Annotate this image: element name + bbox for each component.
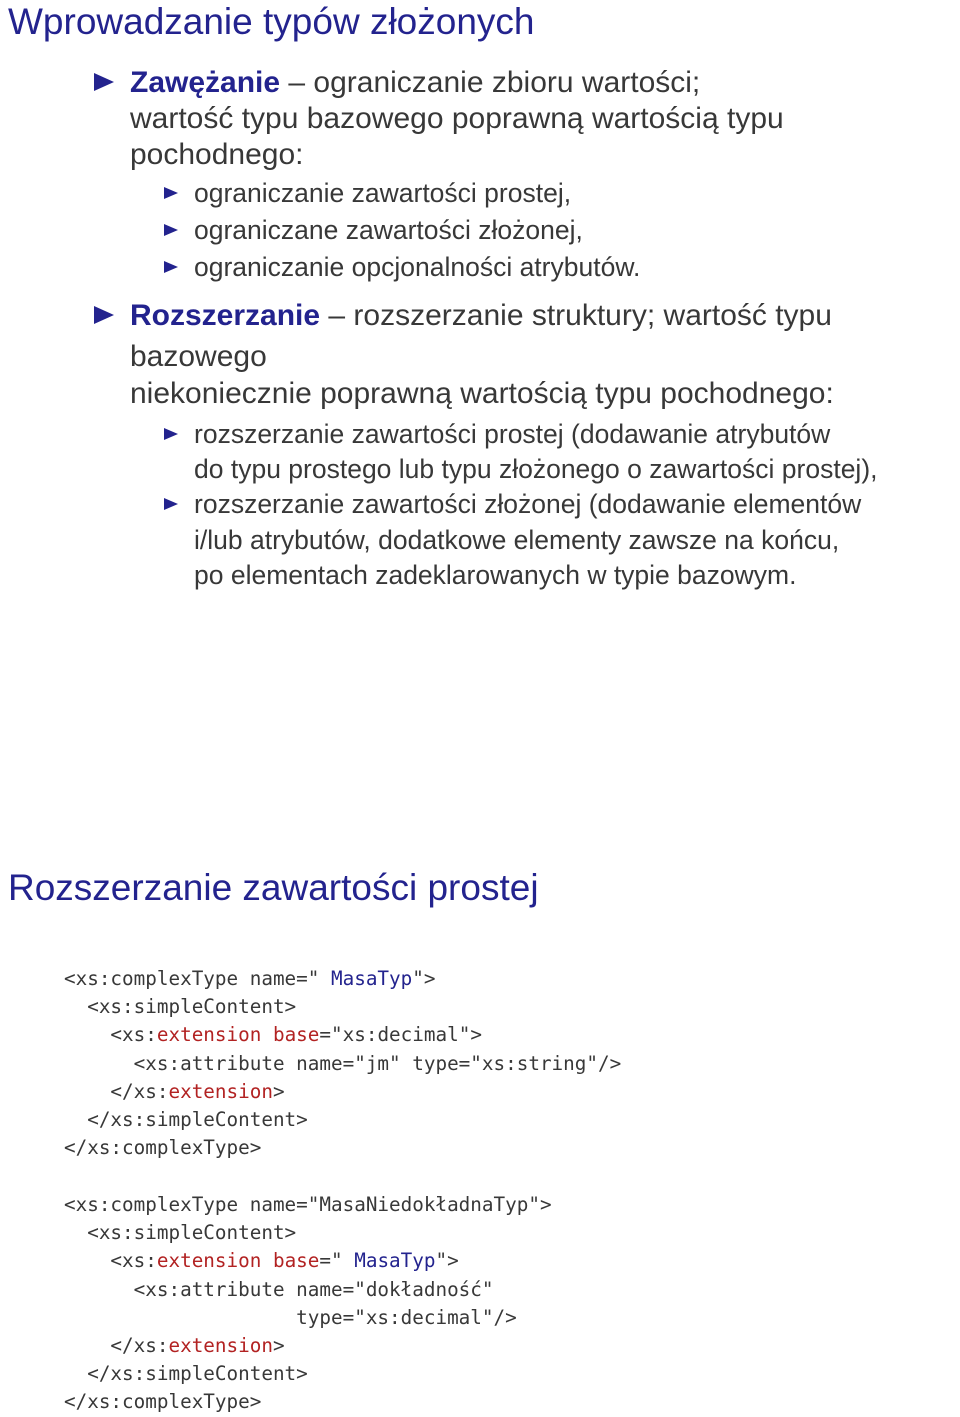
code-text: > — [272, 1079, 285, 1103]
code-line: <xs:simpleContent> — [64, 1221, 297, 1245]
code-line: </xs:complexType> — [64, 1390, 262, 1414]
keyword: base — [272, 1249, 320, 1273]
sub-list-item: ograniczane zawartości złożonej, — [194, 215, 583, 245]
code-line: </xs:complexType> — [64, 1136, 262, 1160]
code-text: "> — [435, 1249, 459, 1273]
code-line: type="xs:decimal"/> — [64, 1305, 517, 1329]
code-text: <xs:complexType name=" — [64, 967, 331, 990]
code-text: </xs: — [64, 1334, 169, 1358]
term-restriction: Zawężanie — [130, 66, 281, 99]
sub-bullet-triangle-icon — [164, 498, 178, 510]
restriction-description: – ograniczanie zbioru wartości; — [280, 66, 701, 99]
sub-list-item-line: rozszerzanie zawartości złożonej (dodawanie elementów — [194, 489, 862, 519]
sub-bullet-triangle-icon — [164, 261, 178, 273]
code-block-masa-niedokladna-typ — [64, 1191, 552, 1417]
sub-list-item: ograniczanie opcjonalności atrybutów. — [194, 252, 641, 282]
restriction-description-line3: pochodnego: — [130, 138, 304, 171]
code-line: <xs:complexType name="MasaNiedokładnaTyp"> — [64, 1193, 552, 1216]
sub-bullet-triangle-icon — [164, 224, 178, 236]
code-line — [64, 1021, 621, 1049]
type-name: MasaTyp — [331, 967, 413, 990]
code-text: > — [272, 1334, 285, 1358]
code-line: <xs:attribute name="dokładność" — [64, 1277, 494, 1301]
restriction-description-line2: wartość typu bazowego poprawną wartością typu — [130, 102, 784, 135]
sub-list-item-line: po elementach zadeklarowanych w typie bazowym. — [194, 560, 797, 590]
type-name: MasaTyp — [354, 1249, 436, 1273]
code-text: <xs: — [64, 1023, 157, 1047]
code-text: </xs: — [64, 1079, 169, 1103]
code-text — [261, 1023, 273, 1046]
code-line — [64, 1332, 552, 1360]
code-line — [64, 965, 621, 993]
sub-bullet-triangle-icon — [164, 428, 178, 440]
code-text: <xs: — [64, 1249, 157, 1273]
extension-description-line3: niekoniecznie poprawną wartością typu pochodnego: — [130, 377, 834, 410]
keyword: extension — [156, 1249, 262, 1273]
slide-simple-content-extension — [0, 700, 960, 1416]
code-block-masa-typ — [64, 965, 621, 1162]
sub-list-item: ograniczanie zawartości prostej, — [194, 178, 572, 208]
sub-bullet-triangle-icon — [164, 187, 178, 199]
code-text — [261, 1249, 273, 1272]
code-line: <xs:attribute name="jm" type="xs:string"/> — [64, 1051, 622, 1075]
slide-title: Rozszerzanie zawartości prostej — [8, 867, 539, 908]
sub-list-item-line: i/lub atrybutów, dodatkowe elementy zawsze na końcu, — [194, 525, 840, 555]
code-line: </xs:simpleContent> — [64, 1108, 308, 1132]
extension-description: – rozszerzanie struktury; wartość typu — [320, 299, 832, 332]
bullet-triangle-icon — [94, 73, 114, 91]
code-line — [64, 1247, 552, 1275]
keyword: extension — [168, 1079, 273, 1103]
slide-complex-types-intro — [0, 0, 960, 700]
sub-list-item-line: do typu prostego lub typu złożonego o zawartości prostej), — [194, 454, 878, 484]
sub-list-item-line: rozszerzanie zawartości prostej (dodawanie atrybutów — [194, 419, 831, 449]
code-text: ="xs:decimal"> — [319, 1023, 482, 1047]
code-line: </xs:simpleContent> — [64, 1362, 308, 1386]
extension-description-line2: bazowego — [130, 340, 267, 373]
code-text: =" — [319, 1249, 355, 1273]
term-extension: Rozszerzanie — [130, 299, 321, 332]
list-item-extension — [130, 296, 832, 335]
code-line — [64, 1078, 621, 1106]
keyword: extension — [168, 1334, 273, 1358]
code-text: "> — [412, 967, 436, 990]
keyword: base — [272, 1023, 320, 1047]
keyword: extension — [156, 1023, 262, 1047]
list-item-restriction — [130, 63, 700, 102]
slide-title: Wprowadzanie typów złożonych — [8, 1, 535, 42]
code-line: <xs:simpleContent> — [64, 995, 297, 1019]
bullet-triangle-icon — [94, 306, 114, 324]
